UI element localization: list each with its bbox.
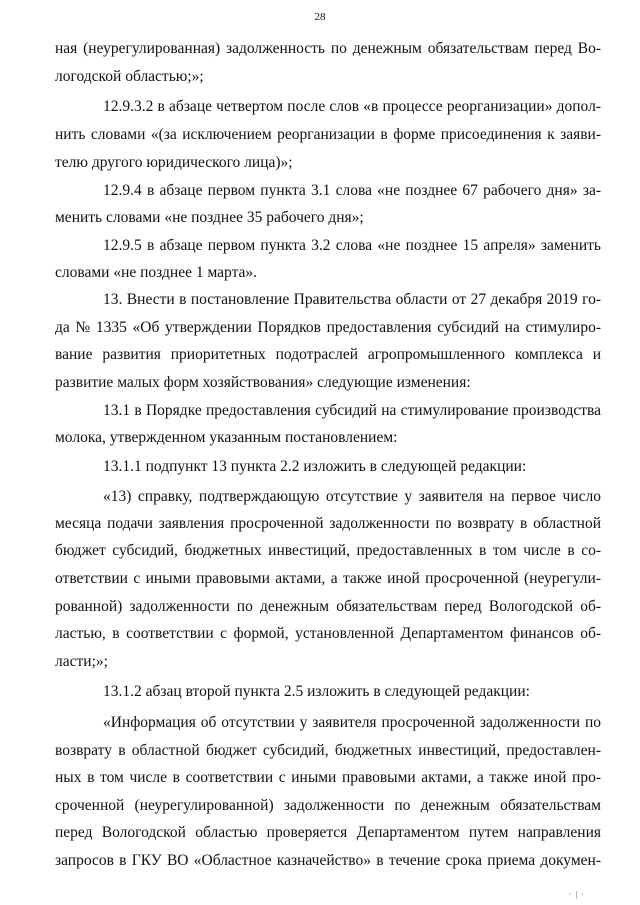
text-line-content: ответствии с иными правовыми актами, а также иной просроченной (неурегули- bbox=[55, 570, 601, 587]
text-line-content: 12.9.4 в абзаце первом пункта 3.1 слова «не позднее 67 рабочего дня» за- bbox=[103, 182, 601, 199]
text-line-content: «Информация об отсутствии у заявителя просроченной задолженности по bbox=[103, 714, 601, 731]
text-line-content: ных в том числе в соответствии с иными правовыми актами, а также иной про- bbox=[55, 769, 601, 786]
text-line-content: менить словами «не позднее 35 рабочего дня»; bbox=[55, 209, 364, 226]
text-line-content: словами «не позднее 1 марта». bbox=[55, 264, 258, 281]
text-line-content: ластью, в соответствии с формой, установленной Департаментом финансов об- bbox=[55, 625, 601, 642]
page-number: 28 bbox=[314, 11, 326, 23]
text-line-content: перед Вологодской областью проверяется Департаментом путем направления bbox=[55, 824, 601, 841]
text-line-content: телю другого юридического лица)»; bbox=[55, 154, 293, 171]
text-line-content: да № 1335 «Об утверждении Порядков предоставления субсидий на стимулиро- bbox=[55, 319, 601, 336]
text-line-content: запросов в ГКУ ВО «Областное казначейство» в течение срока приема докумен- bbox=[55, 852, 601, 869]
text-line-content: ласти;»; bbox=[55, 653, 108, 670]
text-line-content: возврату в областной бюджет субсидий, бюджетных инвестиций, предоставлен- bbox=[55, 742, 601, 759]
text-line-content: вание развития приоритетных подотраслей агропромышленного комплекса и bbox=[55, 346, 601, 363]
text-line-content: 13.1.1 подпункт 13 пункта 2.2 изложить в следующей редакции: bbox=[103, 458, 527, 475]
text-line-content: бюджет субсидий, бюджетных инвестиций, предоставленных в том числе в со- bbox=[55, 542, 601, 559]
text-line-content: месяца подачи заявления просроченной задолженности по возврату в областной bbox=[55, 515, 601, 532]
text-line-content: ная (неурегулированная) задолженность по денежным обязательствам перед Во- bbox=[55, 40, 601, 57]
text-line-content: 12.9.5 в абзаце первом пункта 3.2 слова «не позднее 15 апреля» заменить bbox=[103, 237, 601, 254]
text-line-content: 13. Внести в постановление Правительства области от 27 декабря 2019 го- bbox=[103, 291, 601, 308]
scan-corner-mark: · | · bbox=[569, 890, 585, 899]
text-line-content: логодской областью;»; bbox=[55, 68, 204, 85]
text-line-content: рованной) задолженности по денежным обязательствам перед Вологодской об- bbox=[55, 598, 601, 615]
text-line-content: 13.1 в Порядке предоставления субсидий на стимулирование производства bbox=[103, 402, 601, 419]
text-line-content: 12.9.3.2 в абзаце четвертом после слов «в процессе реорганизации» допол- bbox=[103, 98, 601, 115]
text-line-content: «13) справку, подтверждающую отсутствие у заявителя на первое число bbox=[103, 488, 601, 505]
text-line-content: молока, утвержденном указанным постановлением: bbox=[55, 429, 398, 446]
text-line-content: нить словами «(за исключением реорганизации в форме присоединения к заяви- bbox=[55, 126, 601, 143]
text-line-content: развитие малых форм хозяйствования» следующие изменения: bbox=[55, 374, 471, 391]
text-line-content: 13.1.2 абзац второй пункта 2.5 изложить в следующей редакции: bbox=[103, 683, 530, 700]
text-line-content: сроченной (неурегулированной) задолженности по денежным обязательствам bbox=[55, 797, 601, 814]
